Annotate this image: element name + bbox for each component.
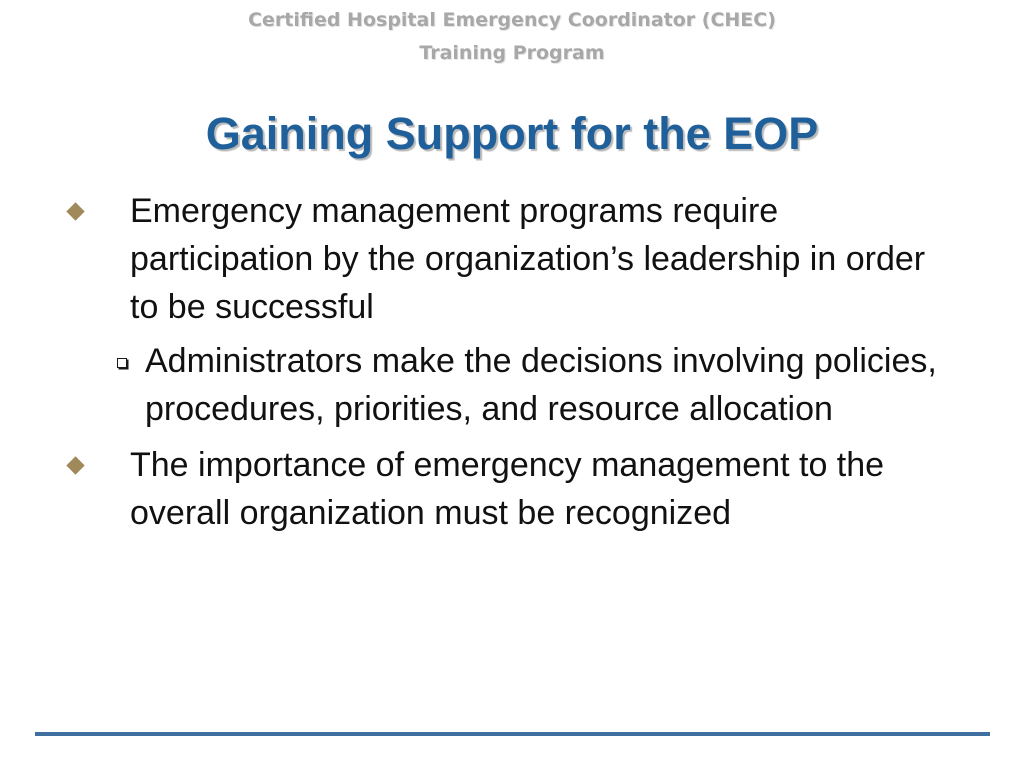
slide-title: Gaining Support for the EOP <box>205 108 819 159</box>
program-header-line1: Certified Hospital Emergency Coordinator (CHEC) <box>248 9 776 31</box>
sub-bullet-text: Administrators make the decisions involving policies, procedures, priorities, and resource allocation <box>145 342 937 428</box>
diamond-icon <box>66 456 84 474</box>
footer-divider <box>35 732 990 736</box>
diamond-icon <box>66 202 84 220</box>
bullet-text: The importance of emergency management to the overall organization must be recognized <box>130 446 885 532</box>
bullet-item <box>0 187 960 331</box>
bullet-text: Emergency management programs require participation by the organization’s leadership in order to be successful <box>130 192 926 326</box>
hollow-square-icon <box>117 358 127 368</box>
program-header-line2: Training Program <box>419 42 605 64</box>
bullet-list <box>0 187 1024 537</box>
program-header <box>0 4 1024 70</box>
bullet-item <box>0 441 960 537</box>
sub-bullet-item <box>0 337 945 433</box>
